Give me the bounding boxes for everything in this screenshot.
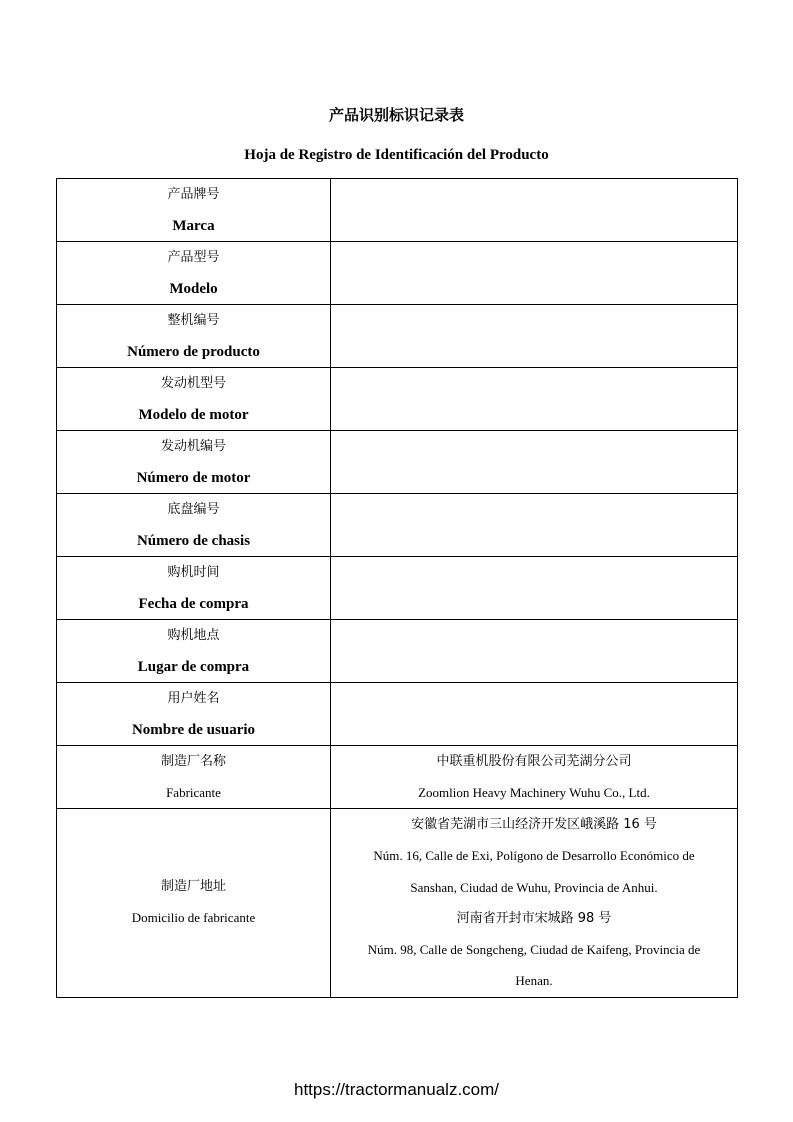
label-cn: 整机编号 [167,312,220,328]
manufacturer-name-cn: 中联重机股份有限公司芜湖分公司 [436,753,632,769]
label-cn: 购机地点 [167,627,220,643]
table-row-engine-number [57,431,738,494]
label-cell [57,620,331,683]
label-cell [57,809,331,998]
value-cell-engine-number[interactable] [331,431,738,494]
table-row-user-name [57,683,738,746]
label-cell [57,683,331,746]
label-cn: 产品牌号 [167,186,220,202]
label-es: Modelo [169,280,218,297]
label-es: Marca [172,217,215,234]
label-cell [57,746,331,809]
table-row-purchase-place [57,620,738,683]
label-cn: 产品型号 [167,249,220,265]
value-cell-purchase-place[interactable] [331,620,738,683]
table-row-model [57,242,738,305]
table-row-chassis-number [57,494,738,557]
registration-table [56,178,738,998]
value-cell-user-name[interactable] [331,683,738,746]
label-es: Número de chasis [136,532,251,549]
value-cell-manufacturer [331,746,738,809]
label-cn: 制造厂地址 [160,879,226,895]
label-cell [57,179,331,242]
label-cn: 制造厂名称 [160,753,226,769]
value-cell-model[interactable] [331,242,738,305]
table-row-brand [57,179,738,242]
label-cn: 发动机编号 [160,438,226,454]
label-cell [57,242,331,305]
address-line: 安徽省芜湖市三山经济开发区峨溪路 16 号 [411,817,657,832]
label-es: Domicilio de fabricante [131,910,256,926]
label-es: Fabricante [166,784,221,800]
label-es: Modelo de motor [138,406,249,423]
label-cn: 底盘编号 [167,501,220,517]
value-cell-product-number[interactable] [331,305,738,368]
address-line: Núm. 16, Calle de Exi, Polígono de Desarrollo Económico de [373,848,695,864]
footer-url[interactable]: https://tractormanualz.com/ [293,1080,500,1099]
label-cn: 购机时间 [167,564,220,580]
table-row-purchase-date [57,557,738,620]
label-cell [57,431,331,494]
manufacturer-name-es: Zoomlion Heavy Machinery Wuhu Co., Ltd. [418,784,650,800]
value-cell-brand[interactable] [331,179,738,242]
address-line: Núm. 98, Calle de Songcheng, Ciudad de Kaifeng, Provincia de [367,942,701,958]
label-cell [57,305,331,368]
table-row-address [57,809,738,998]
value-cell-chassis-number[interactable] [331,494,738,557]
label-es: Nombre de usuario [131,721,256,738]
page-title-es: Hoja de Registro de Identificación del Producto [244,147,549,163]
address-line: 河南省开封市宋城路 98 号 [456,910,612,926]
label-cn: 发动机型号 [160,375,226,391]
label-es: Lugar de compra [137,658,250,675]
table-row-product-number [57,305,738,368]
table-row-manufacturer [57,746,738,809]
label-cell [57,494,331,557]
label-cell [57,557,331,620]
label-es: Número de motor [136,469,251,486]
label-es: Fecha de compra [138,595,249,612]
address-line: Henan. [515,973,553,989]
label-es: Número de producto [127,343,260,360]
table-row-engine-model [57,368,738,431]
address-line: Sanshan, Ciudad de Wuhu, Provincia de Anhui. [410,879,658,895]
value-cell-address [331,809,738,998]
value-cell-purchase-date[interactable] [331,557,738,620]
page-title-cn: 产品识别标识记录表 [328,106,464,124]
label-cell [57,368,331,431]
label-cn: 用户姓名 [167,690,220,706]
value-cell-engine-model[interactable] [331,368,738,431]
